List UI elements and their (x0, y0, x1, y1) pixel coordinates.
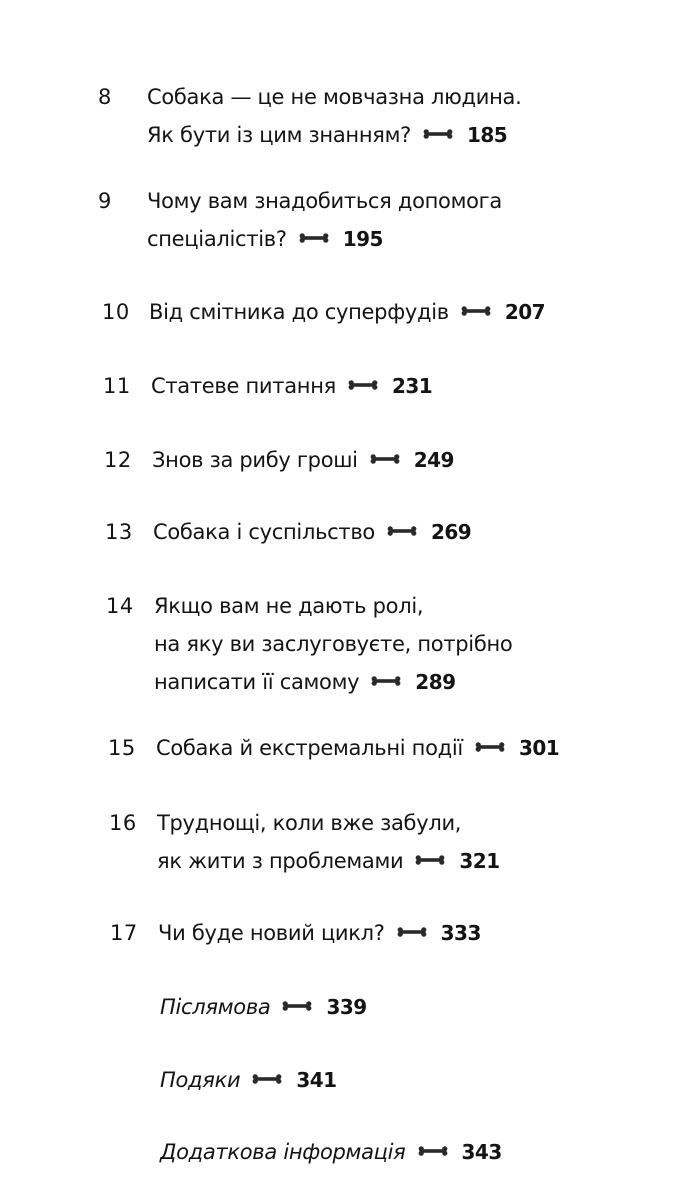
back-matter-title: Подяки (160, 1068, 241, 1092)
page-number: 249 (413, 448, 454, 472)
bone-icon (282, 1001, 312, 1011)
chapter-title-line: Як бути із цим знанням? (147, 123, 411, 147)
bone-icon (423, 129, 453, 139)
chapter-title-line: на яку ви заслуговуєте, потрібно (154, 632, 513, 656)
page-number: 343 (461, 1140, 502, 1164)
page-number: 333 (440, 921, 481, 945)
chapter-title-line: Чи буде новий цикл? (158, 921, 385, 945)
page-number: 195 (342, 227, 383, 251)
chapter-number: 11 (103, 374, 131, 398)
page-number: 185 (466, 123, 508, 147)
chapter-number: 12 (104, 448, 132, 472)
page-number: 339 (326, 995, 367, 1019)
chapter-number: 10 (102, 300, 130, 324)
page-number: 301 (518, 736, 560, 760)
chapter-title-line: Знов за рибу гроші (152, 448, 358, 472)
bone-icon (387, 526, 417, 536)
page-number: 341 (296, 1068, 337, 1092)
back-matter-title: Післямова (160, 995, 271, 1019)
bone-icon (371, 676, 401, 686)
chapter-number: 16 (109, 811, 137, 835)
page-number: 321 (459, 849, 500, 873)
chapter-number: 14 (106, 594, 134, 618)
chapter-title-line: Собака і суспільство (153, 520, 375, 544)
chapter-title-line: спеціалістів? (147, 227, 287, 251)
bone-icon (475, 742, 505, 752)
chapter-number: 9 (98, 189, 112, 213)
bone-icon (397, 927, 427, 937)
bone-icon (252, 1074, 282, 1084)
chapter-number: 17 (110, 921, 138, 945)
chapter-title-line: Від смітника до суперфудів (149, 300, 449, 324)
page-number: 269 (430, 520, 472, 544)
page-number: 289 (415, 670, 456, 694)
chapter-number: 15 (108, 736, 136, 760)
chapter-title-line: Якщо вам не дають ролі, (154, 594, 424, 618)
chapter-number: 8 (98, 85, 112, 109)
chapter-title-line: Собака — це не мовчазна людина. (147, 85, 522, 109)
bone-icon (418, 1146, 448, 1156)
page-number: 231 (391, 374, 433, 398)
chapter-number: 13 (105, 520, 133, 544)
bone-icon (461, 306, 491, 316)
chapter-title-line: Собака й екстремальні події (156, 736, 463, 760)
chapter-title-line: як жити з проблемами (157, 849, 404, 873)
chapter-title-line: Чому вам знадобиться допомога (147, 189, 502, 213)
chapter-title-line: написати її самому (154, 670, 360, 694)
bone-icon (415, 855, 445, 865)
bone-icon (299, 233, 329, 243)
page-number: 207 (504, 300, 546, 324)
chapter-title-line: Труднощі, коли вже забули, (157, 811, 462, 835)
bone-icon (348, 380, 378, 390)
bone-icon (370, 454, 400, 464)
back-matter-title: Додаткова інформація (160, 1140, 406, 1164)
chapter-title-line: Статеве питання (151, 374, 336, 398)
